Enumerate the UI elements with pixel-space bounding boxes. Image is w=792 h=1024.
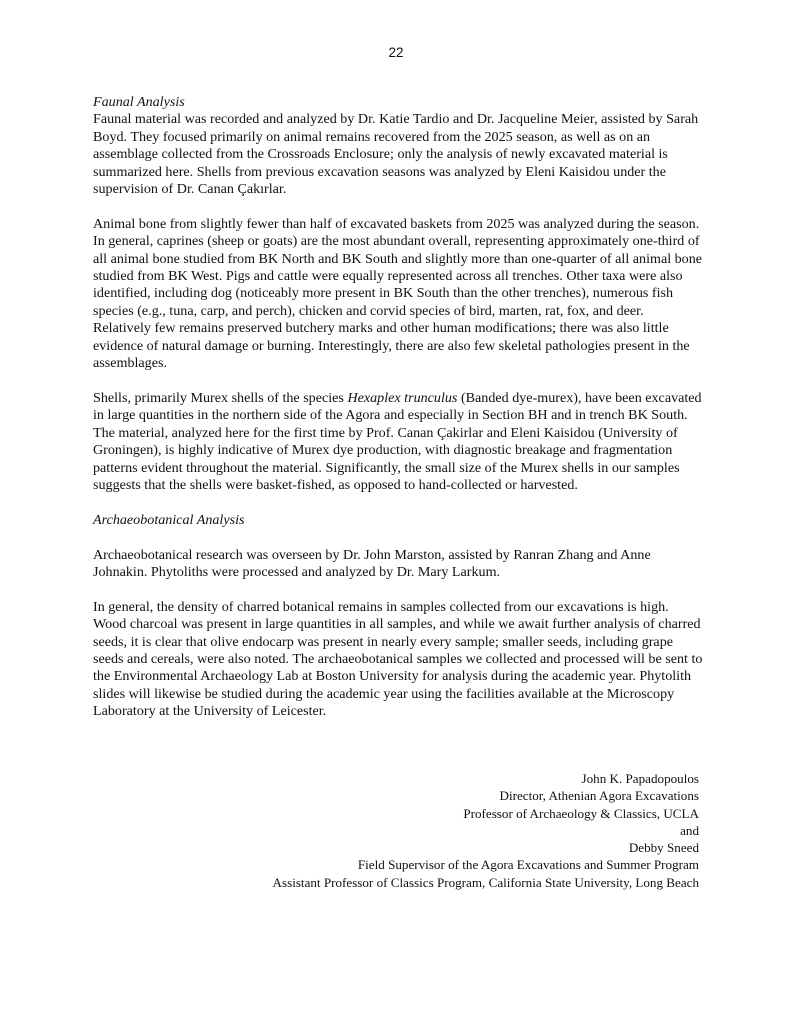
- paragraph-gap: [93, 198, 703, 215]
- archaeobotanical-paragraph-1: Archaeobotanical research was overseen by Dr. John Marston, assisted by Ranran Zhang and Anne Johnakin. Phytoliths were processed and analyzed by Dr. Mary Larkum.: [93, 546, 651, 580]
- signature-block: [89, 770, 699, 891]
- signatory-title-1b: Professor of Archaeology & Classics, UCLA: [463, 805, 699, 821]
- page-number: 22: [388, 45, 404, 60]
- faunal-paragraph-3-lead: Shells, primarily Murex shells of the species: [93, 389, 348, 406]
- paragraph-gap: [93, 529, 703, 546]
- signatory-name-1: John K. Papadopoulos: [581, 771, 699, 786]
- signatory-title-2b: Assistant Professor of Classics Program, California State University, Long Beach: [272, 874, 699, 890]
- signatory-title-2a: Field Supervisor of the Agora Excavations and Summer Program: [357, 857, 699, 873]
- paragraph-gap: [93, 494, 703, 511]
- faunal-paragraph-1: Faunal material was recorded and analyzed by Dr. Katie Tardio and Dr. Jacqueline Meier, assisted by Sarah Boyd. They focused primarily on animal remains recovered from the 2025 season, as well as on an assemblage collected from the Crossroads Enclosure; only the analysis of newly excavated material is summarized here. Shells from previous excavation seasons was analyzed by Eleni Kaisidou under the supervision of Dr. Canan Çakırlar.: [93, 111, 699, 198]
- species-name: Hexaplex trunculus: [347, 389, 458, 406]
- report-body: [93, 94, 703, 721]
- signatory-name-2: Debby Sneed: [628, 840, 699, 856]
- faunal-paragraph-3: [93, 390, 703, 494]
- signature-conjunction: and: [680, 822, 699, 838]
- archaeobotanical-analysis-heading: Archaeobotanical Analysis: [93, 511, 245, 528]
- archaeobotanical-paragraph-2: In general, the density of charred botanical remains in samples collected from our excavations is high. Wood charcoal was present in large quantities in all samples, and while we await further analysis of charred seeds, it is clear that olive endocarp was present in nearly every sample; smaller seeds, including grape seeds and cereals, were also noted. The archaeobotanical samples we collected and processed will be sent to the Environmental Archaeology Lab at Boston University for analysis during the academic year. Phytolith slides will likewise be studied during the academic year using the facilities available at the Microscopy Laboratory at the University of Leicester.: [93, 598, 703, 720]
- faunal-analysis-heading: Faunal Analysis: [93, 94, 185, 110]
- faunal-paragraph-2: Animal bone from slightly fewer than half of excavated baskets from 2025 was analyzed during the season. In general, caprines (sheep or goats) are the most abundant overall, representing approximately one-third of all animal bone studied from BK North and BK South and slightly more than one-quarter of all animal bone studied from BK West. Pigs and cattle were equally represented across all trenches. Other taxa were also identified, including dog (noticeably more present in BK South than the other trenches), numerous fish species (e.g., tuna, carp, and perch), chicken and corvid species of bird, marten, rat, fox, and deer. Relatively few remains preserved butchery marks and other human modifications; there was also little evidence of natural damage or burning. Interestingly, there are also few skeletal pathologies present in the assemblages.: [93, 215, 703, 372]
- paragraph-gap: [93, 372, 703, 389]
- faunal-paragraph-3-rest: (Banded dye-murex), have been excavated in large quantities in the northern side of the Agora and especially in Section BH and in trench BK South. The material, analyzed here for the first time by Prof. Canan Çakirlar and Eleni Kaisidou (University of Groningen), is highly indicative of Murex dye production, with diagnostic breakage and fragmentation patterns evident throughout the material. Significantly, the small size of the Murex shells in our samples suggests that the shells were basket-fished, as opposed to hand-collected or harvested.: [93, 389, 702, 493]
- paragraph-gap: [93, 581, 703, 598]
- signatory-title-1a: Director, Athenian Agora Excavations: [499, 788, 699, 804]
